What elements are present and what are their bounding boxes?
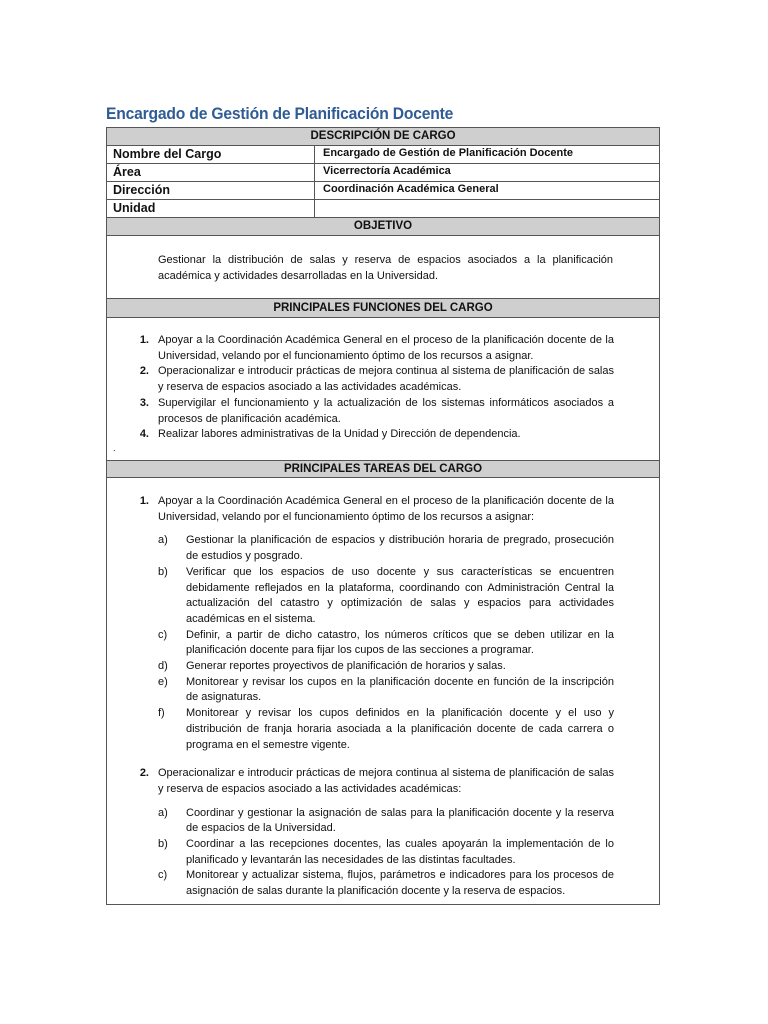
item-number: 3. <box>139 396 149 409</box>
tarea-group <box>107 766 659 797</box>
field-label: Nombre del Cargo <box>107 146 315 163</box>
subitem-text: Coordinar y gestionar la asignación de salas para la planificación docente y la reserva de espacios de la Universidad. <box>186 806 614 835</box>
subitem-text: Gestionar la planificación de espacios y distribución horaria de pregrado, prosecución de estudios y posgrado. <box>186 534 614 563</box>
field-row-nombre <box>107 146 659 164</box>
funcion-item <box>107 427 659 443</box>
item-text: Realizar labores administrativas de la Unidad y Dirección de dependencia. <box>158 428 521 441</box>
field-row-unidad <box>107 200 659 218</box>
subitem-text: Monitorear y actualizar sistema, flujos, parámetros e indicadores para los procesos de asignación de salas durante la planificación docente y la reserva de espacios. <box>186 869 614 898</box>
field-row-direccion <box>107 182 659 200</box>
field-value: Vicerrectoría Académica <box>323 165 451 177</box>
tarea-subitem <box>107 565 659 628</box>
subitem-letter: a) <box>158 806 168 819</box>
subitem-letter: a) <box>158 534 168 547</box>
item-number: 2. <box>139 767 149 780</box>
item-text: Apoyar a la Coordinación Académica General en el proceso de la planificación docente de la Universidad, velando por el funcionamiento óptimo de los recursos a asignar: <box>158 495 614 523</box>
document-title: Encargado de Gestión de Planificación Docente <box>106 104 454 123</box>
subitem-letter: c) <box>158 869 168 882</box>
funciones-section <box>107 318 659 460</box>
tarea-subitem <box>107 868 659 899</box>
job-description-table <box>106 127 660 905</box>
subitem-text: Definir, a partir de dicho catastro, los números críticos que se deben utilizar en la planificación docente para fijar los cupos de las secciones a programar. <box>186 628 614 657</box>
field-value: Encargado de Gestión de Planificación Docente <box>323 147 574 159</box>
item-text: Supervigilar el funcionamiento y la actualización de los sistemas informáticos asociados a procesos de planificación académica. <box>158 396 614 425</box>
item-number: 1. <box>139 495 149 507</box>
tarea-subitem <box>107 706 659 753</box>
tarea-group <box>107 494 659 525</box>
field-label: Dirección <box>107 182 315 199</box>
descripcion-header: DESCRIPCIÓN DE CARGO <box>107 128 659 146</box>
tareas-header: PRINCIPALES TAREAS DEL CARGO <box>107 460 659 478</box>
item-text: Operacionalizar e introducir prácticas de mejora continua al sistema de planificación de salas y reserva de espacios asociado a las actividades académicas: <box>158 767 614 795</box>
subitem-text: Generar reportes proyectivos de planificación de horarios y salas. <box>186 660 506 673</box>
subitem-letter: b) <box>158 565 168 578</box>
subitem-letter: e) <box>158 675 168 688</box>
tarea-subitem <box>107 837 659 868</box>
tarea-subitem <box>107 806 659 837</box>
field-row-area <box>107 164 659 182</box>
field-label: Área <box>107 164 315 181</box>
trailing-mark: . <box>113 442 116 453</box>
tarea-subitem <box>107 628 659 659</box>
funciones-header: PRINCIPALES FUNCIONES DEL CARGO <box>107 299 659 318</box>
tarea-subitem <box>107 675 659 706</box>
subitem-text: Coordinar a las recepciones docentes, las cuales apoyarán la implementación de lo planificado y levantarán las necesidades de las distintas facultades. <box>186 838 614 866</box>
subitem-letter: d) <box>158 660 168 673</box>
objetivo-text: Gestionar la distribución de salas y reserva de espacios asociados a la planificación académica y actividades desarrolladas en la Universidad. <box>107 236 659 299</box>
tarea-subitem <box>107 659 659 675</box>
item-text: Operacionalizar e introducir prácticas de mejora continua al sistema de planificación de salas y reserva de espacios asociado a las actividades académicas. <box>158 365 614 394</box>
subitem-letter: c) <box>158 628 168 641</box>
field-label: Unidad <box>107 200 315 217</box>
field-value: Coordinación Académica General <box>323 183 499 195</box>
field-value <box>315 200 659 217</box>
funcion-item <box>107 364 659 395</box>
item-number: 4. <box>139 428 149 441</box>
subitem-letter: f) <box>158 707 165 720</box>
subitem-text: Monitorear y revisar los cupos definidos en la planificación docente y el uso y distribución de franja horaria asociada a la planificación docente de cada carrera o programa en el semestre vigente. <box>186 707 614 751</box>
tareas-section <box>107 478 659 904</box>
subitem-text: Monitorear y revisar los cupos en la planificación docente en función de la inscripción de asignaturas. <box>186 675 614 704</box>
item-text: Apoyar a la Coordinación Académica General en el proceso de la planificación docente de la Universidad, velando por el funcionamiento óptimo de los recursos a asignar. <box>158 334 614 362</box>
funcion-item <box>107 396 659 427</box>
subitem-letter: b) <box>158 838 168 851</box>
funcion-item <box>107 333 659 364</box>
subitem-text: Verificar que los espacios de uso docente y sus características se encuentren debidamente reflejados en la plataforma, coordinando con Administración Central la actualización del catastro y optimización de salas y espacios para actividades académicas en el sistema. <box>186 565 614 625</box>
item-number: 1. <box>139 334 149 346</box>
objetivo-header: OBJETIVO <box>107 218 659 236</box>
tarea-subitem <box>107 533 659 564</box>
item-number: 2. <box>139 365 149 378</box>
